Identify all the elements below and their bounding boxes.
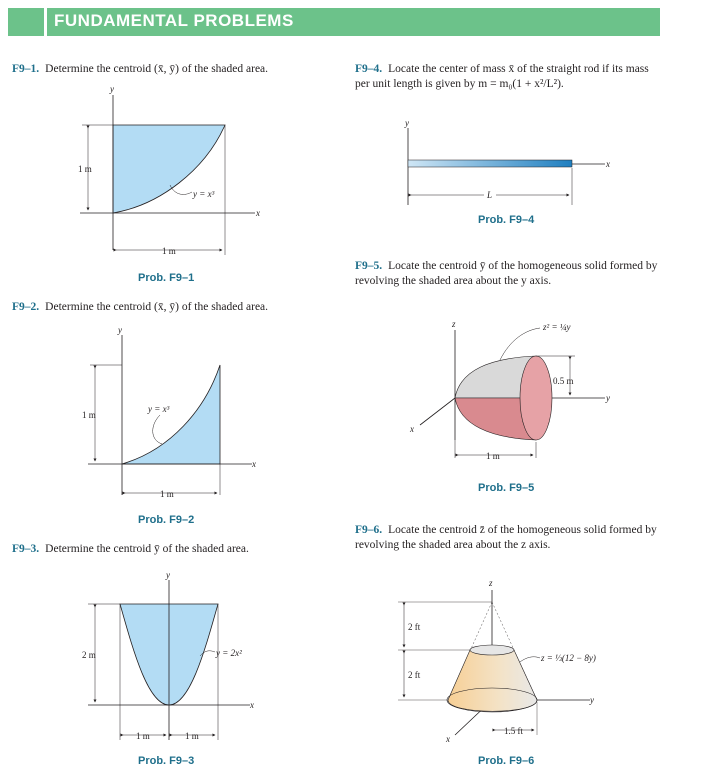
problem-number: F9–6. [355, 524, 383, 536]
curve-label: y = x³ [193, 189, 215, 199]
figure-f9-4 [404, 118, 610, 205]
bottom-label: 2 ft [408, 670, 421, 680]
problem-text: Locate the centroid z̄ of the homogeneous solid formed by revolving the shaded area about the z axis. [355, 524, 657, 551]
problem-text: Locate the center of mass x̄ of the straight rod if its mass per unit length is given by m = m₀(1 + x²/L²). [355, 63, 649, 90]
figure-f9-6 [398, 578, 596, 744]
x-axis [420, 398, 455, 425]
top-label: 2 ft [408, 622, 421, 632]
z-axis-label: z [489, 578, 493, 588]
height-label: 2 m [82, 650, 96, 660]
rod [408, 160, 572, 167]
x-axis-label: x [410, 424, 414, 434]
section-title: FUNDAMENTAL PROBLEMS [54, 11, 294, 30]
length-label: L [487, 190, 493, 200]
y-axis-label: y [405, 118, 409, 128]
shaded-area [122, 365, 220, 464]
y-axis-label: y [110, 84, 114, 94]
z-axis-label: z [452, 319, 456, 329]
x-axis-label: x [606, 159, 610, 169]
problem-number: F9–2. [12, 301, 40, 313]
paraboloid-base [520, 356, 552, 440]
caption-f9-6: Prob. F9–6 [478, 755, 535, 767]
caption-f9-5: Prob. F9–5 [478, 482, 535, 494]
figure-f9-3 [82, 570, 254, 741]
figure-f9-5 [409, 319, 610, 461]
right-label: 1 m [185, 731, 199, 741]
width-label: 1 m [162, 246, 176, 256]
frustum-top [470, 645, 514, 655]
caption-f9-1: Prob. F9–1 [138, 272, 195, 284]
problem-text: Determine the centroid (x̄, ȳ) of the shaded area. [45, 301, 269, 313]
left-label: 1 m [136, 731, 150, 741]
x-axis-label: x [252, 459, 256, 469]
height-label: 1 m [82, 410, 96, 420]
problem-number: F9–5. [355, 260, 383, 272]
radius-label: 1.5 ft [504, 726, 523, 736]
length-label: 1 m [486, 451, 500, 461]
y-axis-label: y [166, 570, 170, 580]
problem-text: Locate the centroid ȳ of the homogeneous solid formed by revolving the shaded area about the y axis. [355, 260, 658, 287]
problem-number: F9–4. [355, 63, 383, 75]
height-label: 1 m [78, 164, 92, 174]
caption-f9-2: Prob. F9–2 [138, 514, 195, 526]
frustum [448, 650, 537, 711]
caption-f9-4: Prob. F9–4 [478, 214, 535, 226]
x-axis-label: x [256, 208, 260, 218]
curve-label: y = 2x² [216, 648, 242, 658]
curve-label: z = ⅓(12 − 8y) [541, 653, 596, 663]
figure-f9-1 [78, 84, 260, 256]
radius-label: 0.5 m [553, 376, 574, 386]
problem-text: Determine the centroid ȳ of the shaded area. [45, 543, 249, 555]
width-label: 1 m [160, 489, 174, 499]
problem-number: F9–1. [12, 63, 40, 75]
x-axis-label: x [446, 734, 450, 744]
problem-text: Determine the centroid (x̄, ȳ) of the shaded area. [45, 63, 269, 75]
x-axis-label: x [250, 700, 254, 710]
caption-f9-3: Prob. F9–3 [138, 755, 195, 767]
figure-f9-2 [82, 325, 256, 499]
curve-label: y = x³ [148, 404, 170, 414]
y-axis-label: y [590, 695, 594, 705]
curve-label: z² = ¼y [543, 322, 571, 332]
problem-number: F9–3. [12, 543, 40, 555]
y-axis-label: y [118, 325, 122, 335]
shaded-area [113, 125, 225, 213]
y-axis-label: y [606, 393, 610, 403]
